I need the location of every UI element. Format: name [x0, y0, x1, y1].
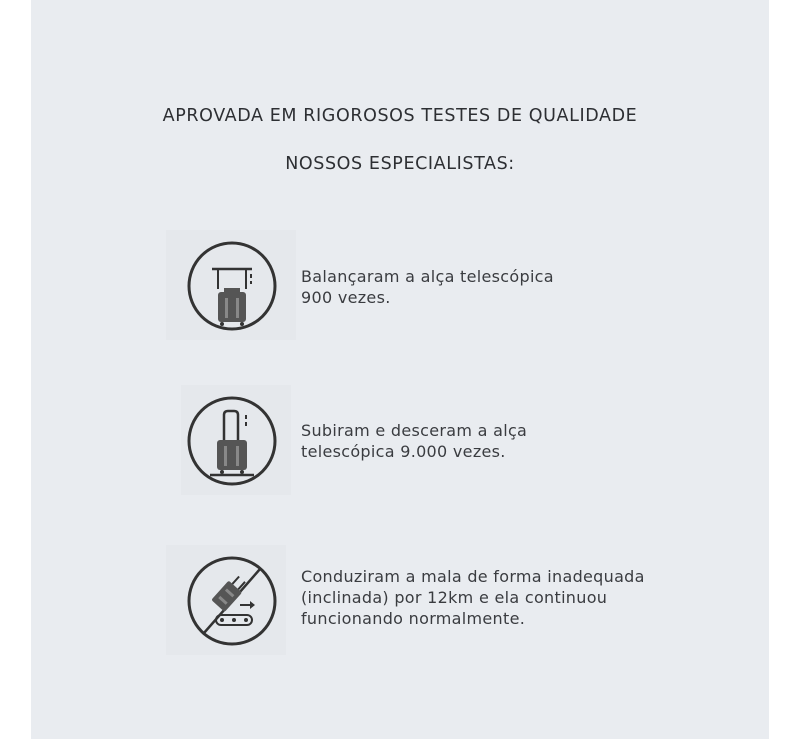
- feature-description: [301, 420, 701, 462]
- feature-text-line: 900 vezes.: [301, 288, 391, 307]
- content-panel: [31, 0, 769, 739]
- suitcase-swing-icon: [186, 240, 278, 332]
- feature-text-line: telescópica 9.000 vezes.: [301, 442, 506, 461]
- feature-handle-test: [31, 385, 769, 495]
- heading-specialists: NOSSOS ESPECIALISTAS:: [285, 154, 515, 174]
- feature-description: [301, 566, 701, 629]
- feature-text-line: (inclinada) por 12km e ela continuou: [301, 588, 608, 607]
- feature-conveyor-test: [31, 540, 769, 650]
- feature-icon-container: [181, 385, 291, 495]
- heading-quality-tests: APROVADA EM RIGOROSOS TESTES DE QUALIDADE: [162, 106, 638, 126]
- feature-swing-test: [31, 230, 769, 340]
- feature-description: [301, 266, 701, 308]
- feature-text-line: Balançaram a alça telescópica: [301, 267, 554, 286]
- suitcase-handle-icon: [186, 395, 278, 487]
- feature-text-line: funcionando normalmente.: [301, 609, 526, 628]
- feature-icon-container: [166, 545, 286, 655]
- feature-text-line: Conduziram a mala de forma inadequada: [301, 567, 645, 586]
- suitcase-conveyor-icon: [186, 555, 278, 647]
- feature-text-line: Subiram e desceram a alça: [301, 421, 528, 440]
- feature-icon-container: [166, 230, 296, 340]
